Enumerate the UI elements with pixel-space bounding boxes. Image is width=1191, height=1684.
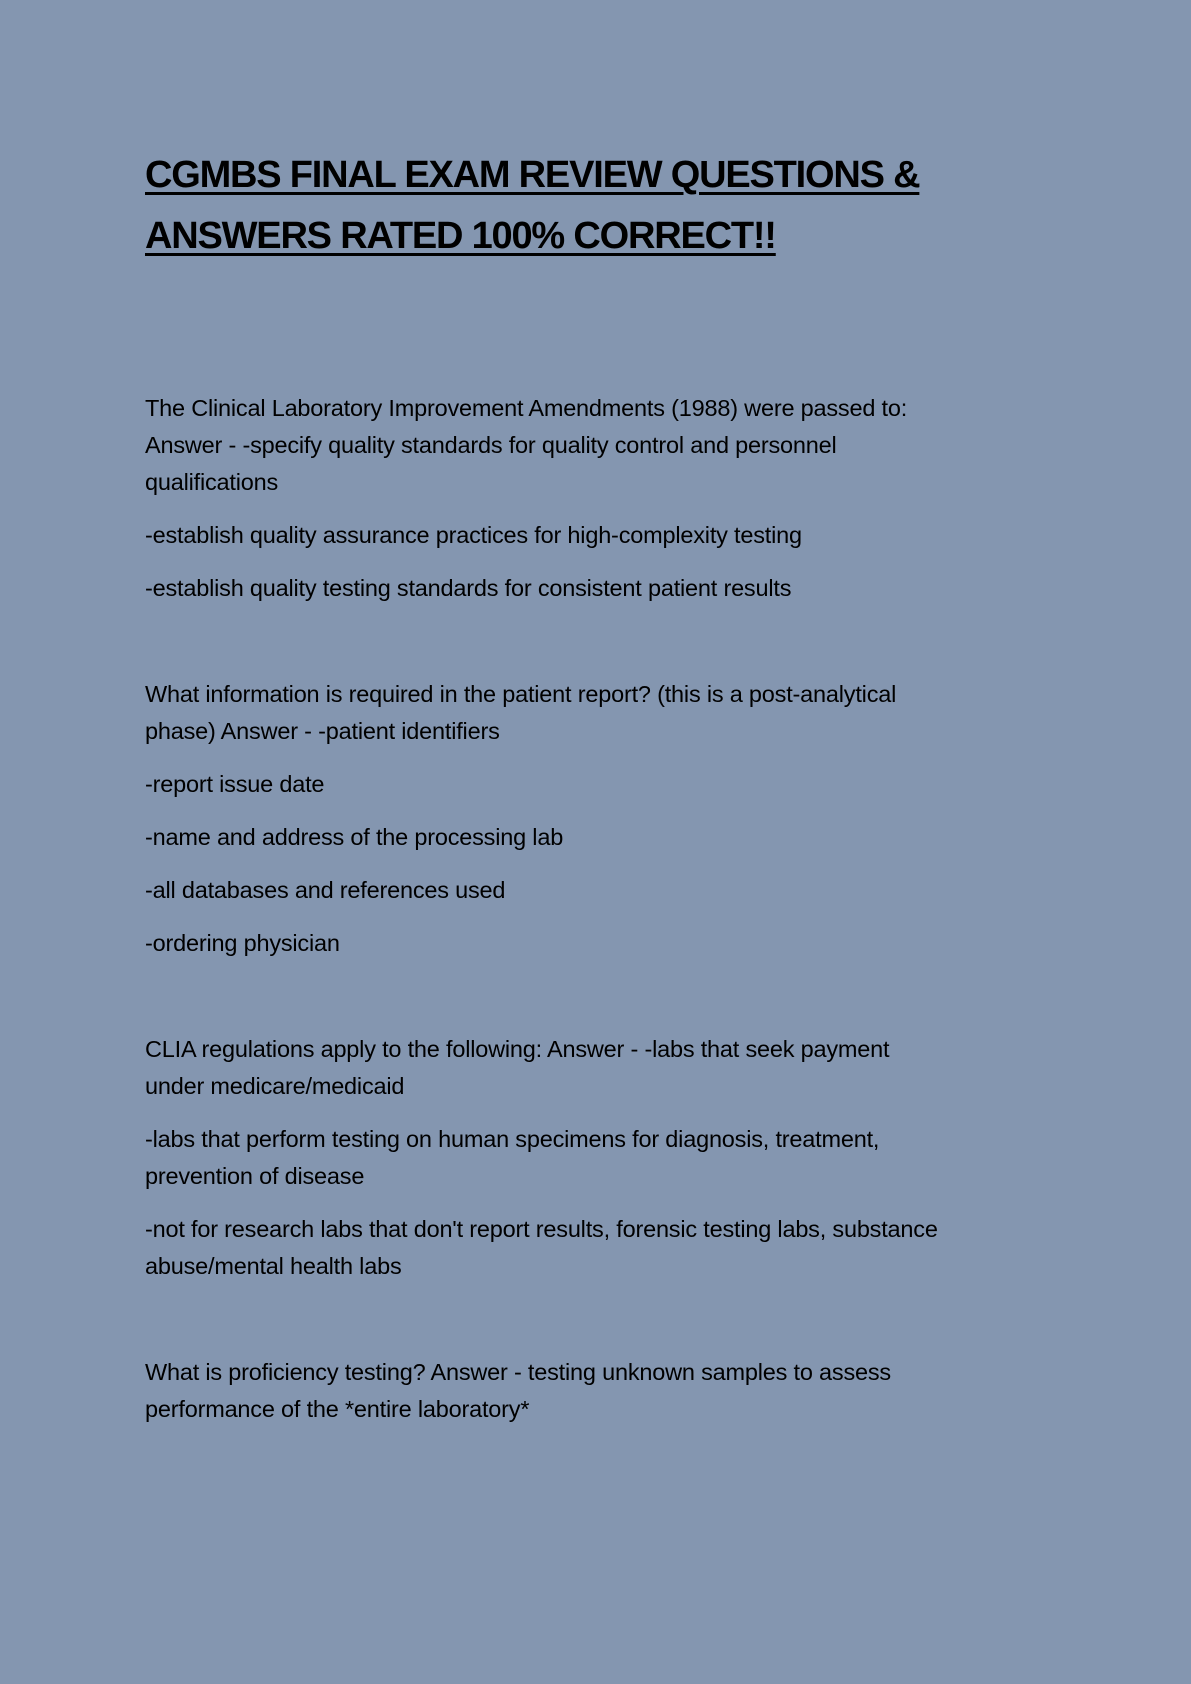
text-line: The Clinical Laboratory Improvement Amendments (1988) were passed to: xyxy=(145,395,908,421)
text-line: CLIA regulations apply to the following: Answer - -labs that seek payment xyxy=(145,1036,890,1062)
text-line: prevention of disease xyxy=(145,1163,365,1189)
text-line: What is proficiency testing? Answer - testing unknown samples to assess xyxy=(145,1359,891,1385)
text-line: -ordering physician xyxy=(145,930,340,956)
question-paragraph xyxy=(145,390,1045,501)
document-title xyxy=(145,145,1045,267)
document-body xyxy=(145,390,1045,1444)
text-line: under medicare/medicaid xyxy=(145,1073,405,1099)
text-line: What information is required in the patient report? (this is a post-analytical xyxy=(145,681,897,707)
answer-bullet xyxy=(145,925,1045,962)
text-line: -all databases and references used xyxy=(145,877,506,903)
answer-bullet xyxy=(145,872,1045,909)
text-line: performance of the *entire laboratory* xyxy=(145,1396,530,1422)
qa-item-clia-regulations xyxy=(145,1031,1045,1285)
answer-bullet xyxy=(145,1211,1045,1285)
answer-bullet xyxy=(145,1121,1045,1195)
answer-bullet xyxy=(145,819,1045,856)
text-line: abuse/mental health labs xyxy=(145,1253,402,1279)
title-line: ANSWERS RATED 100% CORRECT!! xyxy=(145,215,776,257)
text-line: -report issue date xyxy=(145,771,325,797)
qa-item-proficiency-testing xyxy=(145,1354,1045,1428)
qa-item-patient-report xyxy=(145,676,1045,962)
text-line: -name and address of the processing lab xyxy=(145,824,564,850)
text-line: -not for research labs that don't report results, forensic testing labs, substance xyxy=(145,1216,938,1242)
answer-bullet xyxy=(145,517,1045,554)
text-line: -labs that perform testing on human specimens for diagnosis, treatment, xyxy=(145,1126,880,1152)
question-paragraph xyxy=(145,1031,1045,1105)
text-line: -establish quality testing standards for consistent patient results xyxy=(145,575,792,601)
text-line: Answer - -specify quality standards for quality control and personnel xyxy=(145,432,837,458)
question-paragraph xyxy=(145,1354,1045,1428)
text-line: -establish quality assurance practices for high-complexity testing xyxy=(145,522,802,548)
text-line: qualifications xyxy=(145,469,279,495)
title-line: CGMBS FINAL EXAM REVIEW QUESTIONS & xyxy=(145,154,920,196)
text-line: phase) Answer - -patient identifiers xyxy=(145,718,500,744)
question-paragraph xyxy=(145,676,1045,750)
qa-item-clia-amendments xyxy=(145,390,1045,607)
answer-bullet xyxy=(145,570,1045,607)
answer-bullet xyxy=(145,766,1045,803)
